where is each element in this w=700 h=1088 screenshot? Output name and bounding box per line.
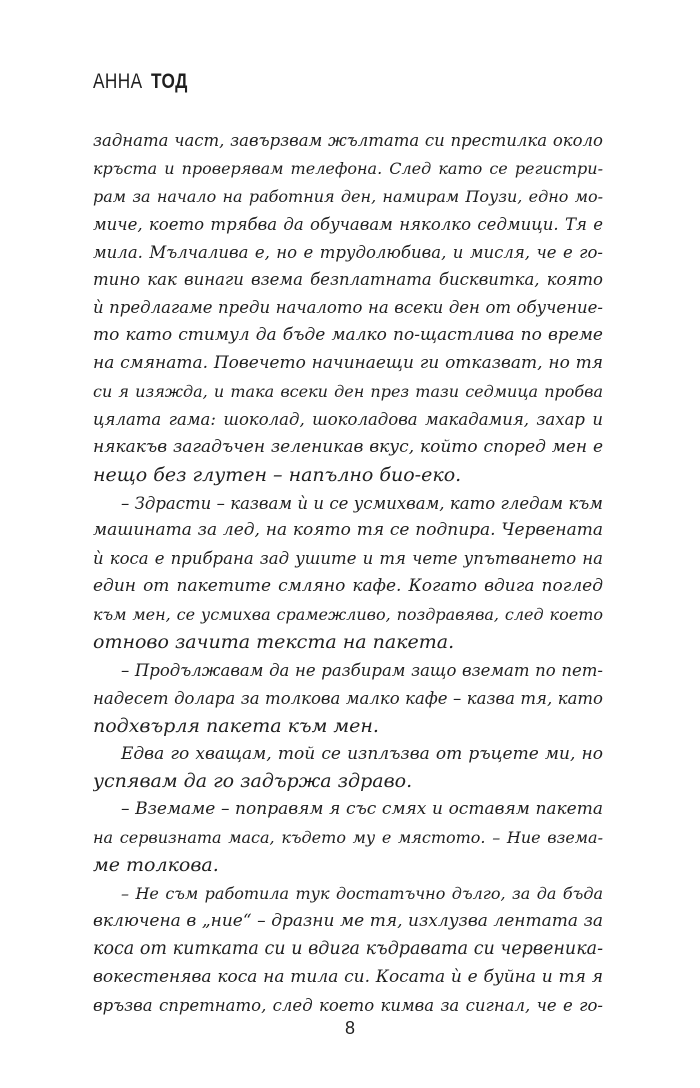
author-first-name: АННА [93, 70, 143, 93]
page-number: 8 [344, 1018, 355, 1038]
text-line: включена в „ние“ – дразни ме тя, изхлузва лентата за [93, 910, 603, 931]
text-line: машината за лед, на която тя се подпира. Червената [93, 520, 603, 541]
text-line: ѝ предлагаме преди началото на всеки ден от обучение- [93, 298, 603, 318]
text-line: отново зачита текста на пакета. [93, 631, 455, 654]
text-line: подхвърля пакета към мен. [93, 714, 379, 737]
text-line: вокестенява коса на тила си. Косата ѝ е буйна и тя я [93, 966, 603, 987]
text-line: рам за начало на работния ден, намирам Поузи, едно мо- [93, 186, 603, 206]
text-line: един от пакетите смляно кафе. Когато вдига поглед [93, 576, 603, 597]
text-line: тино как винаги взема безплатната бисквитка, която [93, 270, 603, 290]
text-line: си я изяжда, и така всеки ден през тази седмица пробва [93, 382, 603, 402]
text-line: – Вземаме – поправям я със смях и оставям пакета [121, 799, 603, 820]
running-head [93, 70, 196, 94]
text-line: нещо без глутен – напълно био-еко. [93, 463, 462, 486]
text-line: цялата гама: шоколад, шоколадова макадамия, захар и [93, 409, 603, 429]
text-line: кръста и проверявам телефона. След като се регистри- [93, 158, 603, 178]
text-line: задната част, завързвам жълтата си престилка около [93, 131, 603, 150]
text-line: мила. Мълчалива е, но е трудолюбива, и мисля, че е го- [93, 242, 603, 262]
text-line: на смяната. Повечето начинаещи ги отказват, но тя [93, 353, 603, 374]
text-line: – Здрасти – казвам ѝ и се усмихвам, като гледам към [121, 493, 603, 513]
text-line: към мен, се усмихва срамежливо, поздравява, след което [93, 605, 603, 625]
text-line: ѝ коса е прибрана зад ушите и тя чете упътването на [93, 549, 603, 569]
text-line: – Не съм работила тук достатъчно дълго, за да бъда [121, 884, 603, 904]
text-line: успявам да го задържа здраво. [93, 770, 413, 793]
text-line: надесет долара за толкова малко кафе – казва тя, като [93, 688, 603, 708]
text-line: ме толкова. [93, 854, 219, 877]
author-last-name: ТОД [150, 70, 188, 93]
text-line: връзва спретнато, след което кимва за сигнал, че е го- [93, 995, 603, 1015]
text-line: то като стимул да бъде малко по-щастлива по време [93, 325, 603, 346]
text-line: някакъв загадъчен зеленикав вкус, който според мен е [93, 436, 603, 457]
text-line: на сервизната маса, където му е мястото. – Ние взема- [93, 828, 603, 848]
text-line: миче, което трябва да обучавам няколко седмици. Тя е [93, 214, 603, 234]
text-line: коса от китката си и вдига къдравата си червеника- [93, 938, 603, 959]
text-line: – Продължавам да не разбирам защо вземат по пет- [121, 660, 603, 680]
text-line: Едва го хващам, той се изплъзва от ръцете ми, но [121, 743, 603, 764]
body-text [93, 127, 603, 1020]
